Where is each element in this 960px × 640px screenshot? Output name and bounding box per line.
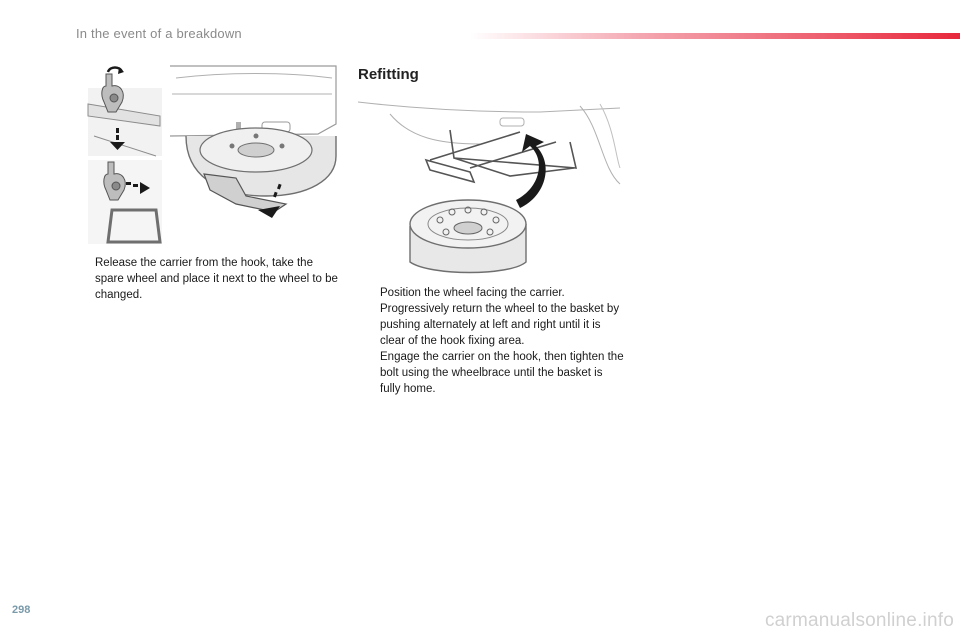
vehicle-underside <box>358 102 620 184</box>
instruction-text: Engage the carrier on the hook, then tighten the bolt using the wheelbrace until the basket is fully home. <box>380 351 624 395</box>
header-title: In the event of a breakdown <box>76 26 242 41</box>
curved-arrow <box>516 134 546 208</box>
watermark: carmanualsonline.info <box>764 610 954 631</box>
instruction-text: Progressively return the wheel to the basket by pushing alternately at left and right until it is clear of the hook fixing area. <box>380 303 620 347</box>
left-instruction-list <box>76 255 341 303</box>
list-item <box>76 255 341 303</box>
refit-wheel-illustration <box>350 98 622 278</box>
hook-detail-lower <box>88 160 162 244</box>
header-accent-bar <box>470 33 960 39</box>
vehicle-rear <box>170 66 336 136</box>
spare-wheel-standing <box>410 200 526 273</box>
hook-detail-upper <box>88 67 162 156</box>
section-title: Refitting <box>358 66 419 83</box>
list-item <box>361 349 626 397</box>
page-number: 298 <box>12 604 31 616</box>
list-item <box>361 285 626 301</box>
release-carrier-illustration <box>86 64 342 246</box>
instruction-text: Position the wheel facing the carrier. <box>380 287 565 299</box>
instruction-text: Release the carrier from the hook, take the spare wheel and place it next to the wheel to be changed. <box>95 257 338 301</box>
carrier-basket <box>426 130 576 182</box>
list-item <box>361 301 626 349</box>
right-instruction-list <box>361 285 626 397</box>
